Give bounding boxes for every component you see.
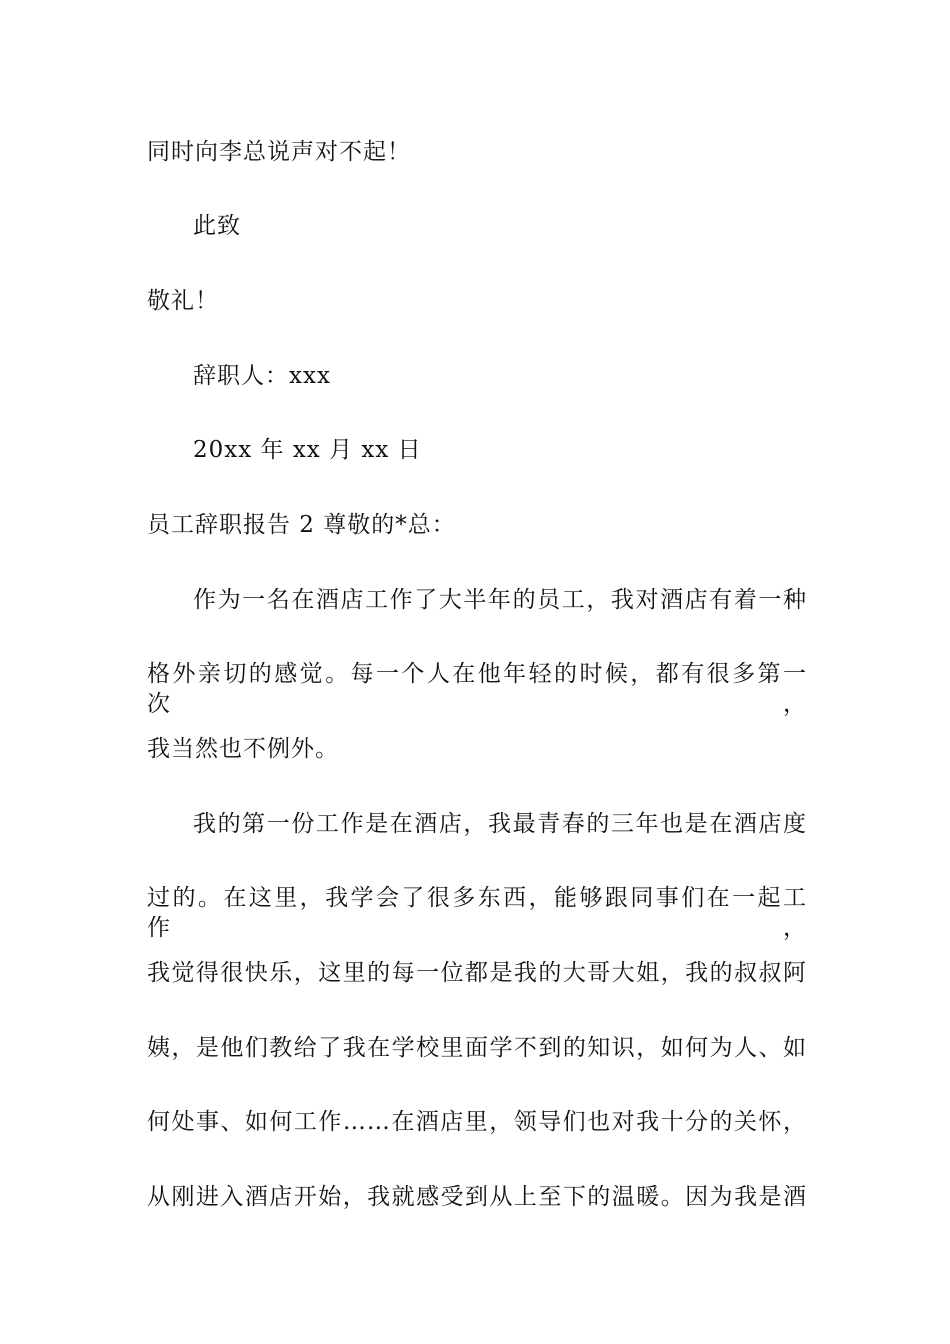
paragraph-line: 我当然也不例外。 [147, 736, 339, 762]
paragraph-line: 作为一名在酒店工作了大半年的员工，我对酒店有着一种 [193, 587, 807, 613]
closing-salutation: 此致 [193, 213, 241, 239]
date-line: 20xx 年 xx 月 xx 日 [193, 437, 422, 463]
section-heading: 员工辞职报告 2 尊敬的*总： [147, 512, 456, 538]
paragraph-line: 姨，是他们教给了我在学校里面学不到的知识，如何为人、如 [147, 1035, 807, 1061]
paragraph-line: 从刚进入酒店开始，我就感受到从上至下的温暖。因为我是酒 [147, 1184, 807, 1210]
paragraph-line: 过的。在这里，我学会了很多东西，能够跟同事们在一起工作， [147, 885, 807, 941]
paragraph-line: 何处事、如何工作……在酒店里，领导们也对我十分的关怀， [147, 1109, 807, 1135]
paragraph-line: 格外亲切的感觉。每一个人在他年轻的时候，都有很多第一次， [147, 661, 807, 717]
closing-respect: 敬礼！ [147, 288, 219, 314]
paragraph-line: 我觉得很快乐，这里的每一位都是我的大哥大姐，我的叔叔阿 [147, 960, 807, 986]
text-line: 同时向李总说声对不起！ [147, 139, 411, 165]
signatory: 辞职人：xxx [193, 363, 331, 389]
paragraph-line: 我的第一份工作是在酒店，我最青春的三年也是在酒店度 [193, 811, 807, 837]
